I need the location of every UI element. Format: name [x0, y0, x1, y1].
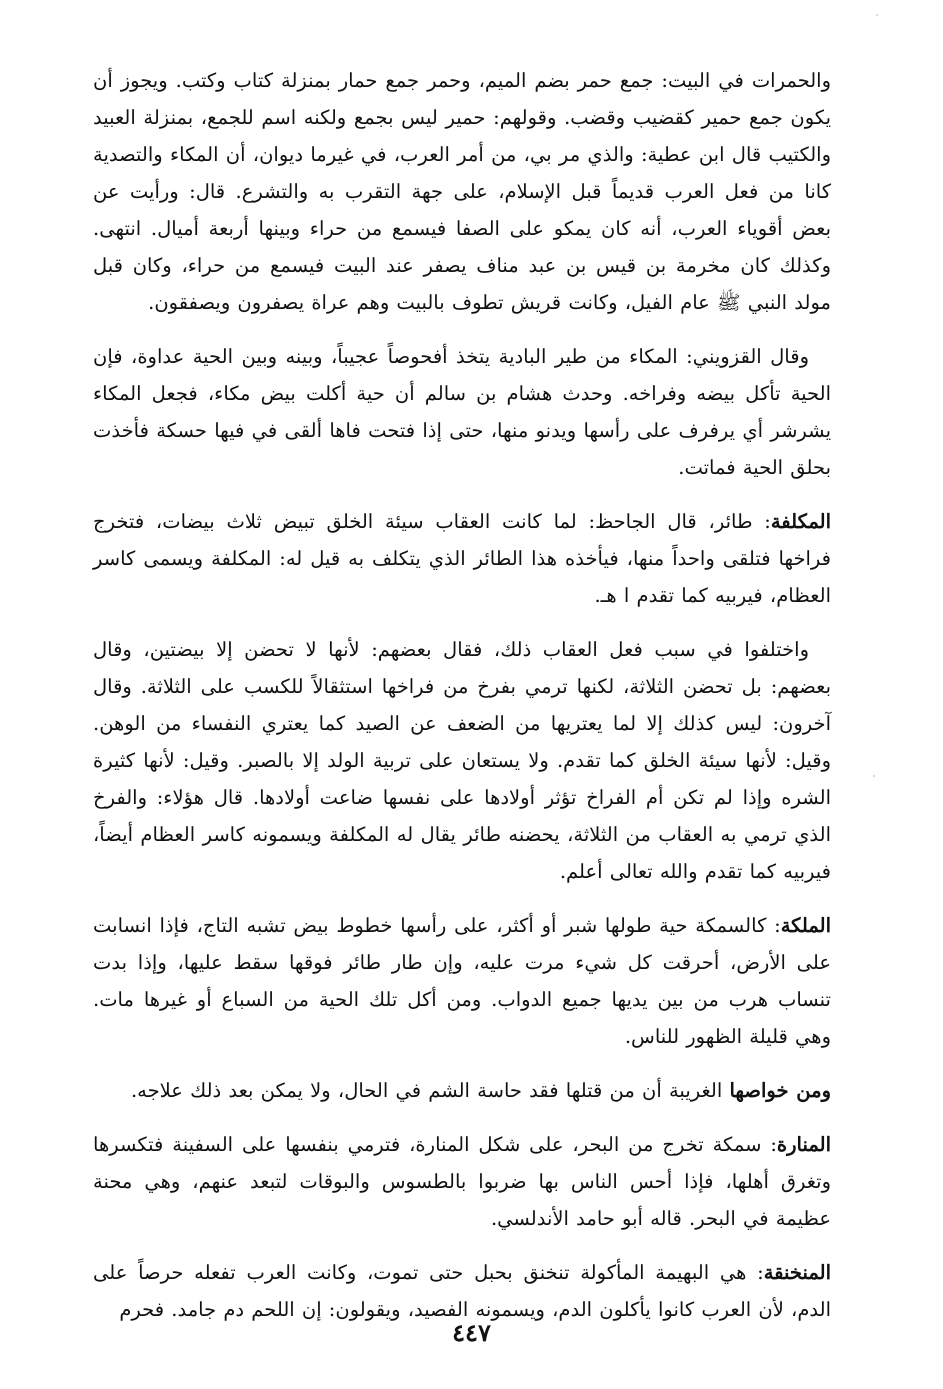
paragraph-ikhtalafu: [93, 631, 831, 890]
page-number: ٤٤٧: [452, 1318, 491, 1347]
entry-term: ومن خواصها: [729, 1079, 831, 1102]
paragraph-text: وقال القزويني: المكاء من طير البادية يتخذ أفحوصاً عجيباً، وبينه وبين الحية عداوة، فإن الحية تأكل بيضه وفراخه. وحدث هشام بن سالم أن حية أكلت بيض مكاء، فجعل المكاء يشرشر أي يرفرف على رأسها ويدنو منها، حتى إذا فتحت فاها ألقى في فيها حسكة فأخذت بحلق الحية فماتت.: [93, 345, 831, 479]
text-body: [93, 62, 831, 1345]
paragraph-manara: [93, 1126, 831, 1237]
entry-term: المنخنقة: [763, 1261, 831, 1284]
paragraph-text: : كالسمكة حية طولها شبر أو أكثر، على رأسها خطوط بيض تشبه التاج، فإذا انسابت على الأرض، أحرقت كل شيء مرت عليه، وإن طار طائر فوقها سقط عليها، وإذا بدت تنساب هرب من بين يديها جميع الدواب. ومن أكل تلك الحية من السباع أو غيرها مات. وهي قليلة الظهور للناس.: [93, 914, 831, 1048]
paragraph-text: واختلفوا في سبب فعل العقاب ذلك، فقال بعضهم: لأنها لا تحضن إلا بيضتين، وقال بعضهم: بل تحضن الثلاثة، لكنها ترمي بفرخ من فراخها استثقالاً للكسب على الثلاثة. وقال آخرون: ليس كذلك إلا لما يعتريها من الضعف عن الصيد كما يعتري النفساء من الوهن. وقيل: لأنها سيئة الخلق كما تقدم. ولا يستعان على تربية الولد إلا بالصبر. وقيل: لأنها كثيرة الشره وإذا لم تكن أم الفراخ تؤثر أولادها على نفسها ضاعت أولادها. قال هؤلاء: والفرخ الذي ترمي به العقاب من الثلاثة، يحضنه طائر يقال له المكلفة ويسمونه كاسر العظام أيضاً، فيربيه كما تقدم والله تعالى أعلم.: [93, 638, 831, 883]
entry-term: المنارة: [776, 1133, 831, 1156]
paragraph-text: : سمكة تخرج من البحر، على شكل المنارة، فترمي بنفسها على السفينة فتكسرها وتغرق أهلها، فإذا أحس الناس بها ضربوا بالطسوس والبوقات لتبعد عنهم، وهي محنة عظيمة في البحر. قاله أبو حامد الأندلسي.: [93, 1133, 831, 1230]
scan-speck: [873, 775, 875, 777]
paragraph-text: : طائر، قال الجاحظ: لما كانت العقاب سيئة الخلق تبيض ثلاث بيضات، فتخرج فراخها فتلقى واحداً منها، فيأخذه هذا الطائر الذي يتكلف به قيل له: المكلفة ويسمى كاسر العظام، فيربيه كما تقدم ا هـ.: [93, 510, 831, 607]
paragraph-munkhaniqa: [93, 1254, 831, 1328]
scan-speck: [876, 14, 878, 16]
paragraph-qazwini: [93, 338, 831, 486]
paragraph-mukallafa: [93, 503, 831, 614]
paragraph-text: : هي البهيمة المأكولة تنخنق بحبل حتى تموت، وكانت العرب تفعله حرصاً على الدم، لأن العرب كانوا يأكلون الدم، ويسمونه الفصيد، ويقولون: إن اللحم دم جامد. فحرم: [93, 1261, 831, 1321]
paragraph-hamarat: [93, 62, 831, 321]
paragraph-khawas: [93, 1072, 831, 1109]
paragraph-text: والحمرات في البيت: جمع حمر بضم الميم، وحمر جمع حمار بمنزلة كتاب وكتب. ويجوز أن يكون جمع حمير كقضيب وقضب. وقولهم: حمير ليس بجمع ولكنه اسم للجمع، بمنزلة العبيد والكتيب قال ابن عطية: والذي مر بي، من أمر العرب، في غيرما ديوان، أن المكاء والتصدية كانا من فعل العرب قديماً قبل الإسلام، على جهة التقرب به والتشرع. قال: ورأيت عن بعض أقوياء العرب، أنه كان يمكو على الصفا فيسمع من حراء وبينها أربعة أميال. انتهى. وكذلك كان مخرمة بن قيس بن عبد مناف يصفر عند البيت فيسمع من حراء، وكان قبل مولد النبي ﷺ عام الفيل، وكانت قريش تطوف بالبيت وهم عراة يصفرون ويصفقون.: [93, 69, 831, 314]
paragraph-text: الغريبة أن من قتلها فقد حاسة الشم في الحال، ولا يمكن بعد ذلك علاجه.: [130, 1079, 730, 1102]
entry-term: المكلفة: [770, 510, 831, 533]
paragraph-malika: [93, 907, 831, 1055]
entry-term: الملكة: [780, 914, 831, 937]
